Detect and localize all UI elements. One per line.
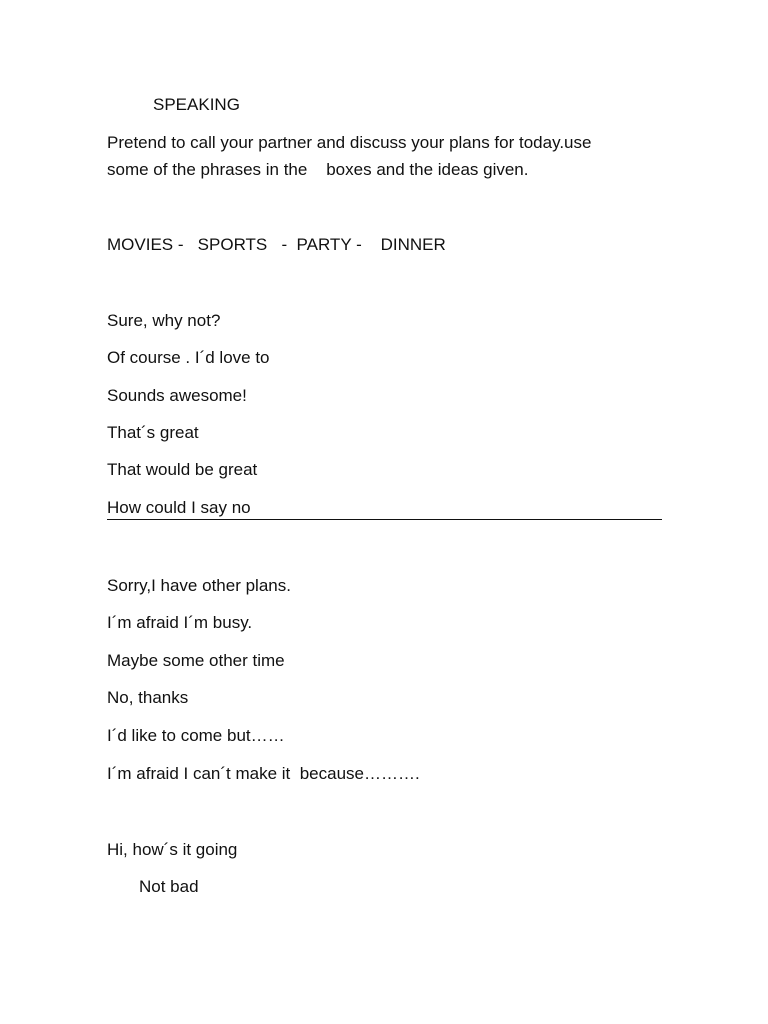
refuse-phrase: Sorry,I have other plans.	[107, 576, 291, 595]
refuse-phrase: I´m afraid I´m busy.	[107, 613, 253, 632]
divider-line	[107, 519, 662, 520]
page-title: SPEAKING	[153, 95, 240, 114]
accept-phrase: That would be great	[107, 460, 258, 479]
instruction-line: Pretend to call your partner and discuss your plans for today.use	[107, 133, 592, 152]
instruction-line: some of the phrases in the boxes and the ideas given.	[107, 160, 529, 179]
refuse-phrase: No, thanks	[107, 688, 189, 707]
accept-phrase: Sounds awesome!	[107, 386, 247, 405]
refuse-phrase: I´d like to come but……	[107, 726, 285, 745]
accept-phrase: How could I say no	[107, 498, 251, 517]
dialogue-line: Hi, how´s it going	[107, 840, 238, 859]
refuse-phrase: I´m afraid I can´t make it because……….	[107, 764, 420, 783]
accept-phrase: Of course . I´d love to	[107, 348, 270, 367]
accept-phrase: That´s great	[107, 423, 199, 442]
accept-phrase: Sure, why not?	[107, 311, 221, 330]
dialogue-line: Not bad	[139, 877, 199, 896]
refuse-phrase: Maybe some other time	[107, 651, 285, 670]
topics-list: MOVIES - SPORTS - PARTY - DINNER	[107, 235, 446, 254]
